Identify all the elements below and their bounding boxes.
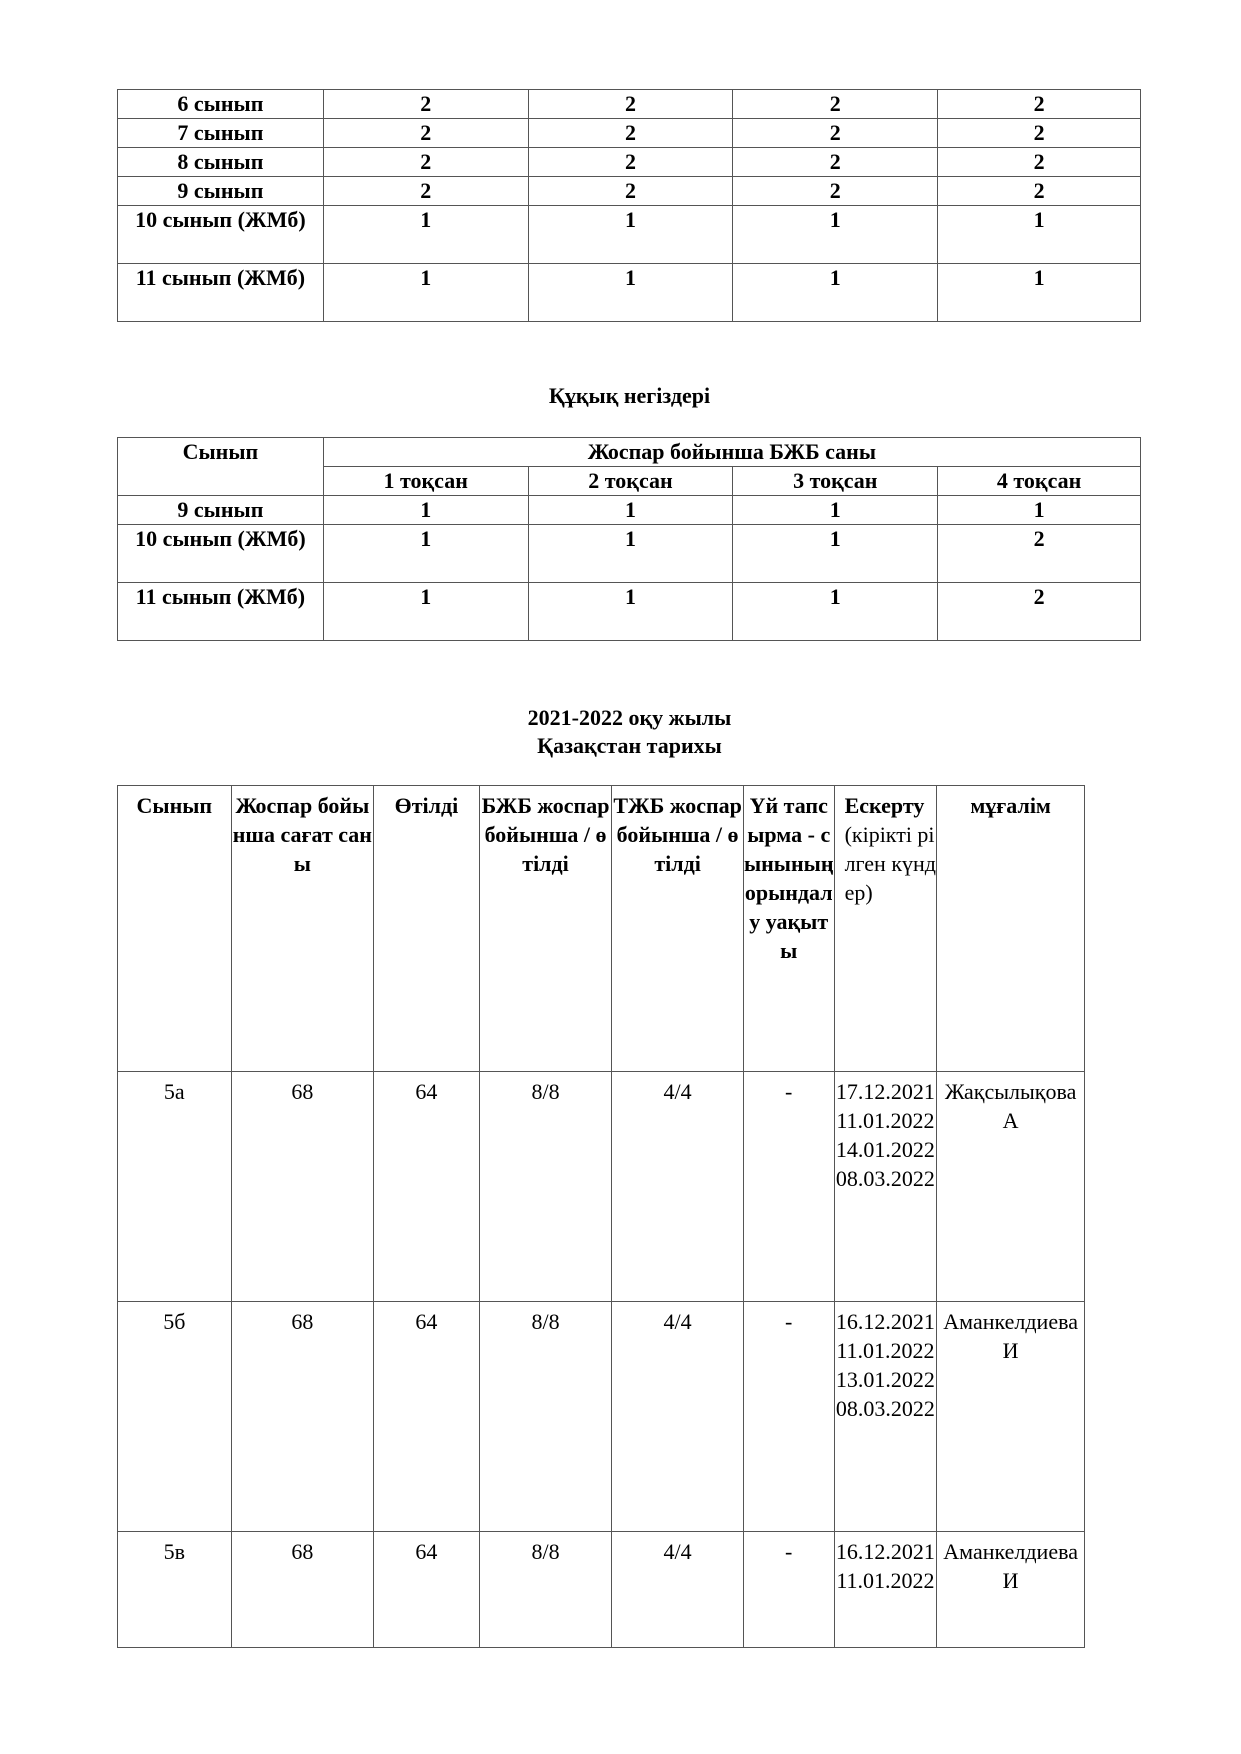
passed-header: Өтілді <box>374 786 480 1072</box>
homework-cell: - <box>743 1302 834 1532</box>
class-header: Сынып <box>118 438 324 496</box>
quarter-value-cell: 2 <box>938 148 1141 177</box>
tzhb-cell: 4/4 <box>612 1532 744 1648</box>
planned-hours-cell: 68 <box>231 1532 374 1648</box>
class-header: Сынып <box>118 786 232 1072</box>
quarter-value-cell: 1 <box>733 525 938 583</box>
quarter-value-cell: 2 <box>323 148 528 177</box>
table-row <box>118 206 1141 264</box>
passed-cell: 64 <box>374 1072 480 1302</box>
table-row <box>118 90 1141 119</box>
notes-cell <box>834 1072 937 1302</box>
class-cell: 9 сынып <box>118 496 324 525</box>
class-cell: 8 сынып <box>118 148 324 177</box>
tzhb-header: ТЖБ жоспар бойынша / өтілді <box>612 786 744 1072</box>
quarter-value-cell: 1 <box>528 264 733 322</box>
quarter-value-cell: 1 <box>323 583 528 641</box>
quarter-header: 2 тоқсан <box>528 467 733 496</box>
date-item: 11.01.2022 <box>836 1568 935 1593</box>
date-item: 08.03.2022 <box>835 1166 935 1191</box>
homework-header: Үй тапсырма - сынының орындалу уақыты <box>743 786 834 1072</box>
class-cell: 5в <box>118 1532 232 1648</box>
class-cell: 10 сынып (ЖМб) <box>118 206 324 264</box>
table-row <box>118 148 1141 177</box>
header-row <box>118 438 1141 467</box>
bzhb-cell: 8/8 <box>479 1072 612 1302</box>
class-cell: 6 сынып <box>118 90 324 119</box>
quarter-value-cell: 1 <box>733 206 938 264</box>
teacher-cell: Аманкелдиева И <box>937 1302 1085 1532</box>
planned-hours-cell: 68 <box>231 1072 374 1302</box>
passed-cell: 64 <box>374 1532 480 1648</box>
note-header-detail: (кірікті рілген күндер) <box>844 822 936 905</box>
quarter-header: 1 тоқсан <box>323 467 528 496</box>
table-row <box>118 264 1141 322</box>
table-row <box>118 496 1141 525</box>
table-row <box>118 525 1141 583</box>
table-row <box>118 119 1141 148</box>
class-cell: 7 сынып <box>118 119 324 148</box>
quarter-value-cell: 2 <box>323 90 528 119</box>
kazakhstan-history-table <box>117 785 1085 1648</box>
quarter-value-cell: 1 <box>323 496 528 525</box>
bzhb-cell: 8/8 <box>479 1532 612 1648</box>
passed-cell: 64 <box>374 1302 480 1532</box>
table-row <box>118 1302 1085 1532</box>
notes-cell <box>834 1302 937 1532</box>
teacher-cell: Аманкелдиева И <box>937 1532 1085 1648</box>
homework-cell: - <box>743 1072 834 1302</box>
quarter-value-cell: 2 <box>323 119 528 148</box>
section-title-law-basics: Құқық негіздері <box>548 383 711 408</box>
date-item: 13.01.2022 <box>835 1367 935 1392</box>
class-cell: 5а <box>118 1072 232 1302</box>
table-row <box>118 1072 1085 1302</box>
quarter-value-cell: 1 <box>938 496 1141 525</box>
class-cell: 11 сынып (ЖМб) <box>118 264 324 322</box>
planned-hours-header: Жоспар бойынша сағат саны <box>231 786 374 1072</box>
quarter-value-cell: 2 <box>733 90 938 119</box>
quarter-value-cell: 2 <box>528 148 733 177</box>
academic-year-title: 2021-2022 оқу жылы <box>527 705 732 730</box>
quarter-value-cell: 2 <box>733 119 938 148</box>
section-title-kazakhstan-history: Қазақстан тарихы <box>537 733 722 758</box>
quarter-value-cell: 1 <box>733 264 938 322</box>
homework-cell: - <box>743 1532 834 1648</box>
quarter-value-cell: 1 <box>938 264 1141 322</box>
quarter-value-cell: 1 <box>938 206 1141 264</box>
date-item: 11.01.2022 <box>836 1338 935 1363</box>
quarter-value-cell: 2 <box>938 583 1141 641</box>
quarter-value-cell: 2 <box>528 177 733 206</box>
quarter-value-cell: 2 <box>938 90 1141 119</box>
note-header <box>834 786 937 1072</box>
tzhb-cell: 4/4 <box>612 1072 744 1302</box>
quarter-value-cell: 2 <box>528 119 733 148</box>
law-basics-table <box>117 437 1141 641</box>
quarter-value-cell: 2 <box>938 177 1141 206</box>
table-row <box>118 583 1141 641</box>
class-cell: 10 сынып (ЖМб) <box>118 525 324 583</box>
date-item: 14.01.2022 <box>835 1137 935 1162</box>
quarter-value-cell: 1 <box>528 583 733 641</box>
date-item: 17.12.2021 <box>835 1079 935 1104</box>
quarter-header: 4 тоқсан <box>938 467 1141 496</box>
quarter-value-cell: 1 <box>323 206 528 264</box>
quarter-value-cell: 1 <box>733 496 938 525</box>
quarter-value-cell: 1 <box>323 264 528 322</box>
quarter-value-cell: 2 <box>733 177 938 206</box>
quarter-value-cell: 2 <box>528 90 733 119</box>
quarter-header: 3 тоқсан <box>733 467 938 496</box>
header-row <box>118 786 1085 1072</box>
quarter-value-cell: 1 <box>323 525 528 583</box>
quarter-value-cell: 1 <box>528 496 733 525</box>
class-cell: 11 сынып (ЖМб) <box>118 583 324 641</box>
date-item: 08.03.2022 <box>835 1396 935 1421</box>
tzhb-cell: 4/4 <box>612 1302 744 1532</box>
quarter-value-cell: 1 <box>528 206 733 264</box>
date-item: 16.12.2021 <box>835 1539 935 1564</box>
teacher-header: мұғалім <box>937 786 1085 1072</box>
date-item: 11.01.2022 <box>836 1108 935 1133</box>
class-cell: 9 сынып <box>118 177 324 206</box>
class-cell: 5б <box>118 1302 232 1532</box>
teacher-cell: Жақсылықова А <box>937 1072 1085 1302</box>
bzhb-cell: 8/8 <box>479 1302 612 1532</box>
quarter-value-cell: 1 <box>528 525 733 583</box>
date-item: 16.12.2021 <box>835 1309 935 1334</box>
table-row <box>118 1532 1085 1648</box>
quarter-value-cell: 2 <box>323 177 528 206</box>
quarter-value-cell: 2 <box>938 119 1141 148</box>
note-header-bold: Ескерту <box>844 793 925 818</box>
table-row <box>118 177 1141 206</box>
quarter-value-cell: 2 <box>938 525 1141 583</box>
quarterly-count-table-1 <box>117 89 1141 322</box>
bzhb-header: БЖБ жоспар бойынша / өтілді <box>479 786 612 1072</box>
planned-hours-cell: 68 <box>231 1302 374 1532</box>
quarter-value-cell: 1 <box>733 583 938 641</box>
notes-cell <box>834 1532 937 1648</box>
group-header: Жоспар бойынша БЖБ саны <box>323 438 1140 467</box>
quarter-value-cell: 2 <box>733 148 938 177</box>
